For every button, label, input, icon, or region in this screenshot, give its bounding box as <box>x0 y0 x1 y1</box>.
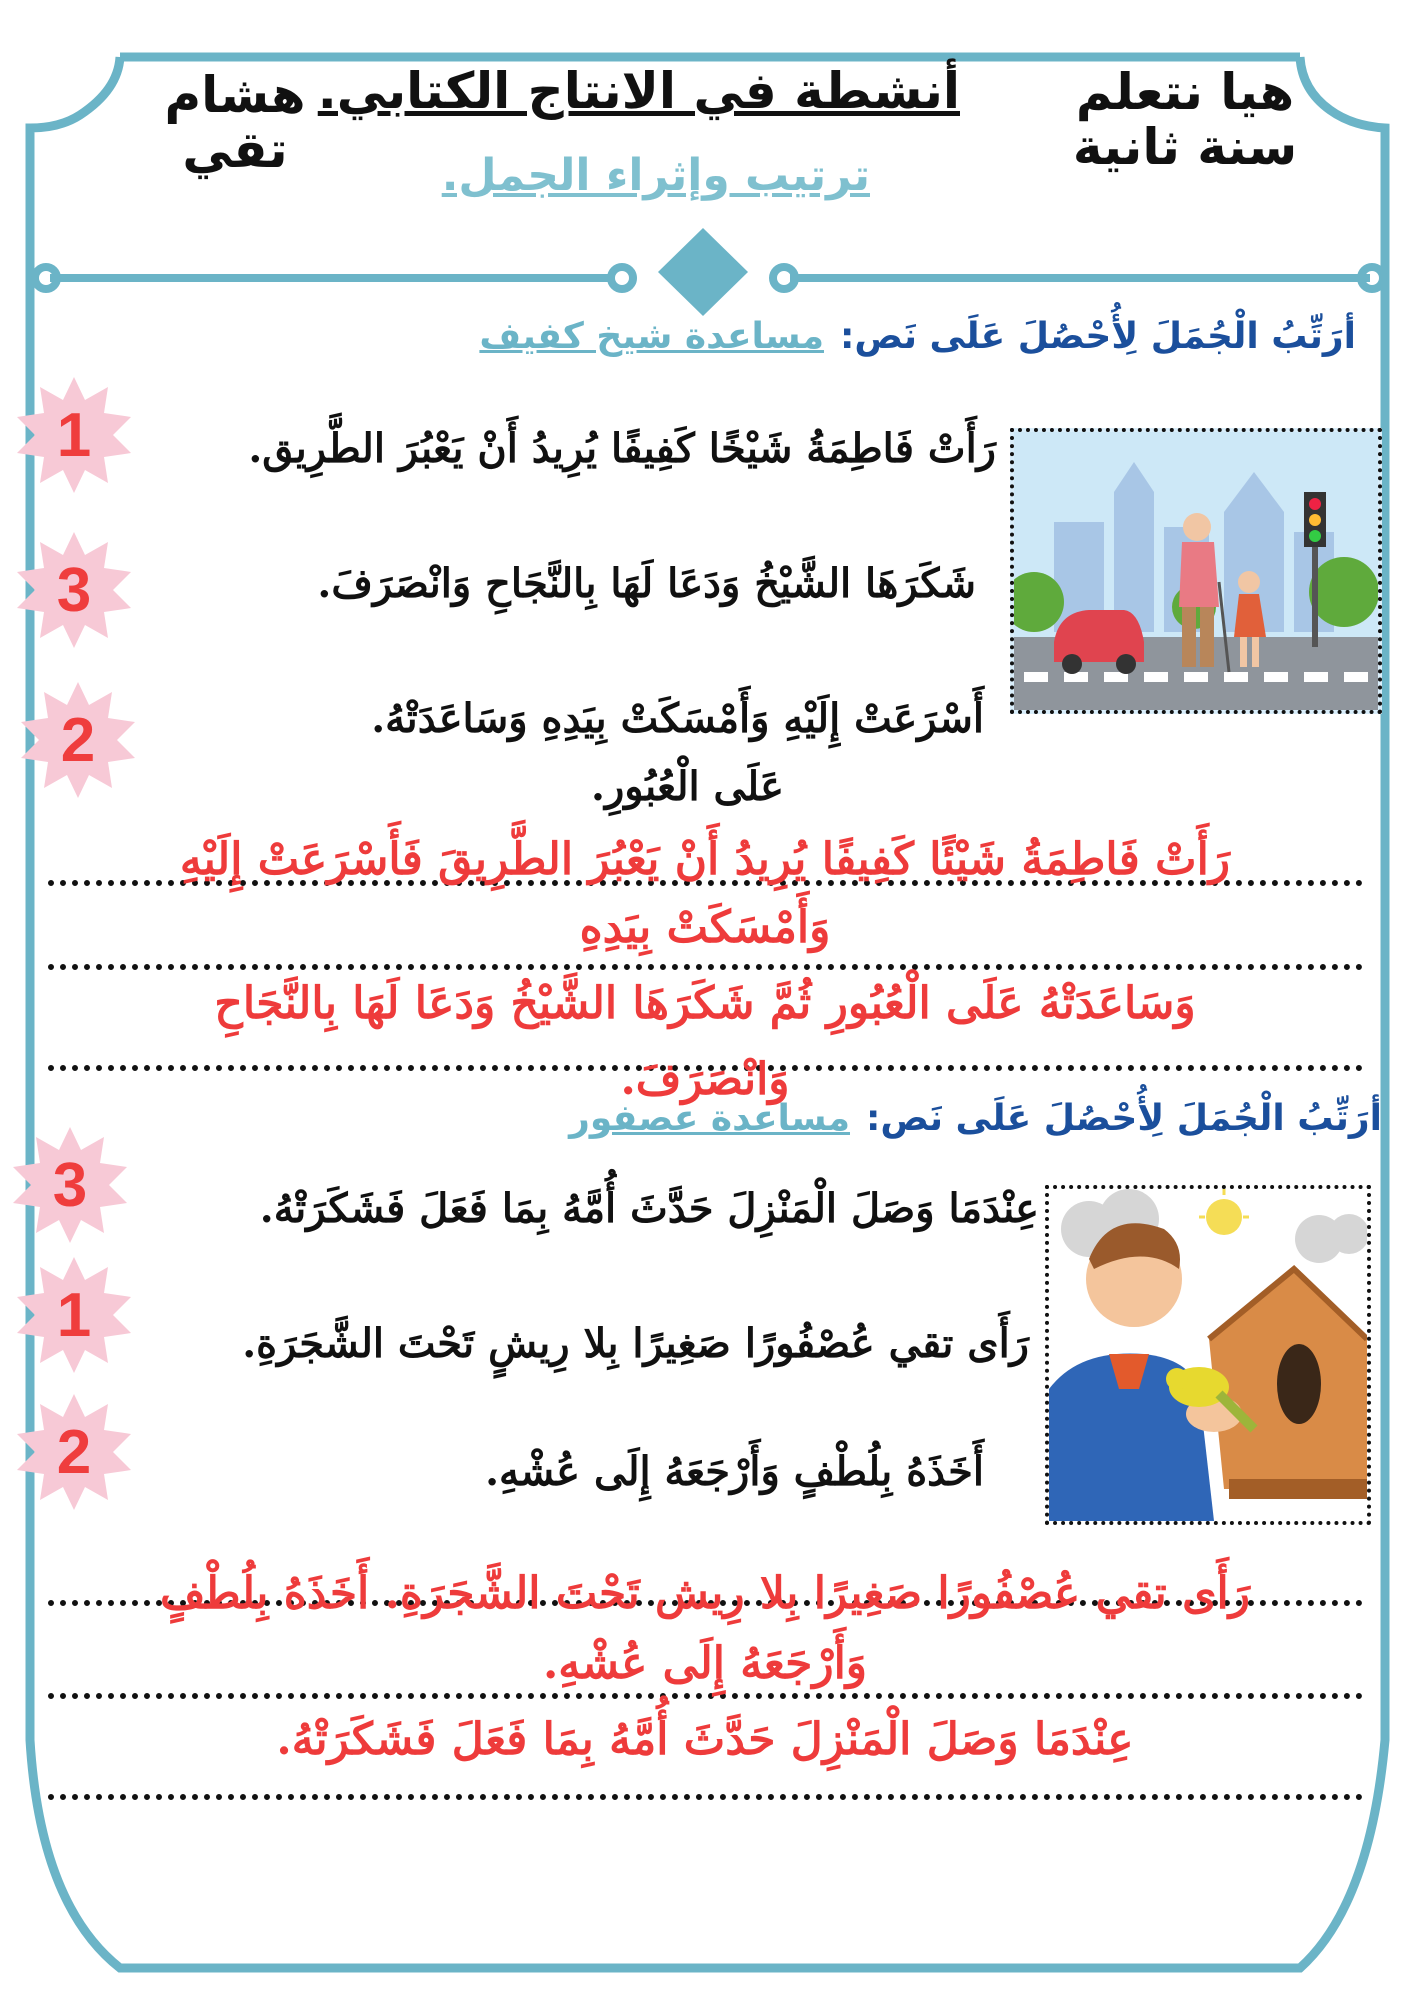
story-title: مساعدة شيخ كفيف <box>479 316 824 357</box>
dotted-line <box>48 1693 1363 1699</box>
sentence: رَأَتْ فَاطِمَةُ شَيْخًا كَفِيفًا يُرِيدُ أَنْ يَعْبُرَ الطَّرِيق. <box>248 425 996 472</box>
instruction-text: أرَتِّبُ الْجُمَلَ لِأُحْصُلَ عَلَى نَص: <box>840 316 1356 357</box>
sentence: أَخَذَهُ بِلُطْفٍ وَأَرْجَعَهُ إِلَى عُشْهِ. <box>485 1448 984 1495</box>
sentence: عِنْدَمَا وَصَلَ الْمَنْزِلَ حَدَّثَ أُمَّهُ بِمَا فَعَلَ فَشَكَرَتْهُ. <box>259 1185 1039 1232</box>
story-picture <box>1045 1185 1371 1525</box>
answer-line: وَانْصَرَفَ. <box>620 1054 790 1105</box>
answer-line: وَأَمْسَكَتْ بِيَدِهِ <box>579 902 831 953</box>
answer-line: رَأَى تقي عُصْفُورًا صَغِيرًا بِلا رِيش تَحْتَ الشَّجَرَةِ. أَخَذَهُ بِلُطْفٍ <box>159 1568 1251 1619</box>
sentence-continuation: عَلَى الْعُبُورِ. <box>591 763 784 810</box>
page-title: أنشطة في الانتاج الكتابي. <box>317 62 960 120</box>
answer-line: وَأَرْجَعَهُ إِلَى عُشْهِ. <box>542 1638 868 1689</box>
author-name: هشام تقي <box>164 66 306 179</box>
dotted-line <box>48 964 1363 970</box>
sentence: رَأَى تقي عُصْفُورًا صَغِيرًا بِلا رِيشٍ تَحْتَ الشَّجَرَةِ. <box>242 1320 1029 1367</box>
instruction-text: أرَتِّبُ الْجُمَلَ لِأُحْصُلَ عَلَى نَص: <box>866 1098 1382 1139</box>
page-subtitle: ترتيب وإثراء الجمل. <box>441 150 870 201</box>
story-picture <box>1010 428 1382 714</box>
answer-line: رَأَتْ فَاطِمَةُ شَيْئًا كَفِيفًا يُرِيدُ أَنْ يَعْبُرَ الطَّرِيقَ فَأَسْرَعَتْ إِلَيْهِ <box>179 834 1231 885</box>
sentence: أَسْرَعَتْ إِلَيْهِ وَأَمْسَكَتْ بِيَدِهِ وَسَاعَدَتْهُ. <box>371 695 984 742</box>
answer-line: عِنْدَمَا وَصَلَ الْمَنْزِلَ حَدَّثَ أُمَّهُ بِمَا فَعَلَ فَشَكَرَتْهُ. <box>276 1714 1134 1765</box>
diamond-ornament-icon <box>658 228 748 316</box>
answer-line: وَسَاعَدَتْهُ عَلَى الْعُبُورِ ثُمَّ شَكَرَهَا الشَّيْخُ وَدَعَا لَهَا بِالنَّجَاحِ <box>214 978 1196 1029</box>
boy-with-bird-icon <box>1049 1189 1367 1521</box>
level-label: هيا نتعلم سنة ثانية <box>1072 63 1298 176</box>
order-number: 2 <box>60 705 96 775</box>
section1-instruction <box>479 316 1356 357</box>
section2-instruction <box>569 1098 1382 1139</box>
order-number: 1 <box>56 1280 92 1350</box>
order-number: 1 <box>56 400 92 470</box>
order-number: 3 <box>56 555 92 625</box>
order-number: 3 <box>52 1150 88 1220</box>
story-title: مساعدة عصفور <box>569 1098 850 1139</box>
order-number: 2 <box>56 1417 92 1487</box>
old-man-crossing-icon <box>1014 432 1378 710</box>
sentence: شَكَرَهَا الشَّيْخُ وَدَعَا لَهَا بِالنَّجَاحِ وَانْصَرَفَ. <box>317 560 976 607</box>
dotted-line <box>48 1794 1363 1800</box>
